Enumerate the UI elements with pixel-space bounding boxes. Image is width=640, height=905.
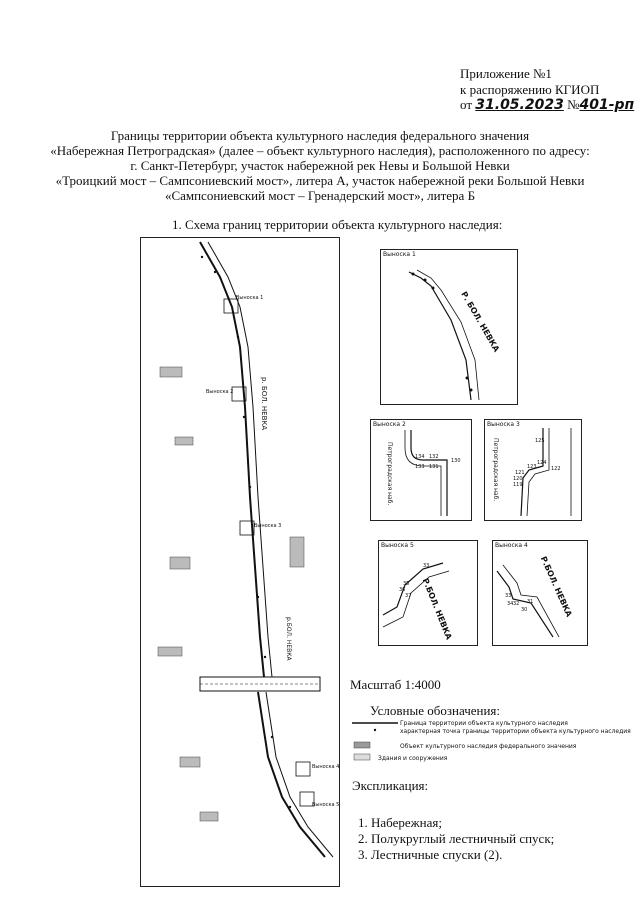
callout-2-pt-130: 130 — [451, 458, 461, 464]
callout-2-street: Петроградская наб. — [386, 442, 393, 506]
callout-1-drawing — [381, 250, 517, 404]
main-map-river-label-2: р.БОЛ. НЕВКА — [285, 617, 292, 661]
callout-2-pt-133: 133 — [415, 464, 425, 470]
callout-5-river: Р.БОЛ. НЕВКА — [420, 577, 454, 641]
callout-4-pt-31: 31 — [527, 599, 534, 605]
callout-5-pt-37: 37 — [405, 593, 412, 599]
main-map — [140, 237, 340, 887]
explication-title: Экспликация: — [352, 778, 429, 793]
legend-item-heritage-object: Объект культурного наследия федерального значения — [400, 743, 577, 750]
title-line-4: «Троицкий мост – Сампсониевский мост», литера А, участок набережной реки Большой Невки — [55, 173, 585, 188]
main-map-river-label: р. БОЛ. НЕВКА — [260, 377, 268, 431]
number-prefix: № — [567, 97, 580, 112]
callout-5-title: Выноска 5 — [381, 542, 414, 549]
map-callout-label-4: Выноска 4 — [312, 764, 340, 770]
callout-4-title: Выноска 4 — [495, 542, 528, 549]
map-callout-label-5: Выноска 5 — [312, 802, 340, 808]
legend-item-boundary: Граница территории объекта культурного наследия — [400, 720, 568, 727]
explication-item-1: 1. Набережная; — [358, 815, 442, 830]
callout-4-pt-30: 30 — [521, 607, 528, 613]
callout-2-title: Выноска 2 — [373, 421, 406, 428]
main-map-drawing — [140, 237, 340, 887]
order-number: 401-рп — [579, 97, 635, 113]
callout-5-pt-35: 35 — [403, 581, 410, 587]
callout-3 — [484, 419, 582, 521]
legend-item-buildings: Здания и сооружения — [378, 755, 448, 762]
callout-3-street: Петроградская наб. — [492, 438, 499, 502]
callout-5-pt-36: 36 — [399, 587, 406, 593]
title-line-1: Границы территории объекта культурного наследия федерального значения — [110, 128, 530, 143]
callout-3-pt-123: 123 — [527, 464, 537, 470]
map-callout-label-2: Выноска 2 — [206, 389, 234, 395]
callout-4-pt-34: 34 — [507, 601, 514, 607]
map-scale: Масштаб 1:4000 — [350, 677, 441, 692]
callout-2-pt-132: 132 — [429, 454, 439, 460]
callout-3-pt-124: 124 — [537, 460, 547, 466]
callout-5-pt-33: 33 — [423, 563, 430, 569]
callout-2 — [370, 419, 472, 521]
title-line-5: «Сампсониевский мост – Гренадерский мост», литера Б — [164, 188, 476, 203]
callout-4-pt-32: 32 — [513, 601, 520, 607]
callout-3-pt-122: 122 — [551, 466, 561, 472]
callout-1-river: Р. БОЛ. НЕВКА — [459, 290, 502, 354]
callout-3-pt-121: 121 — [515, 470, 525, 476]
legend-title: Условные обозначения: — [370, 703, 501, 718]
map-callout-label-1: Выноска 1 — [236, 295, 264, 301]
explication-item-2: 2. Полукруглый лестничный спуск; — [358, 831, 555, 846]
legend-item-point: характерная точка границы территории объекта культурного наследия — [400, 728, 631, 735]
order-date: 31.05.2023 — [475, 97, 564, 113]
section-title: 1. Схема границ территории объекта культурного наследия: — [172, 217, 503, 232]
callout-1 — [380, 249, 518, 405]
callout-2-pt-134: 134 — [415, 454, 425, 460]
callout-3-pt-125: 125 — [535, 438, 545, 444]
callout-4-river: Р.БОЛ. НЕВКА — [538, 555, 574, 619]
callout-1-title: Выноска 1 — [383, 251, 416, 258]
title-line-2: «Набережная Петроградская» (далее – объект культурного наследия), расположенного по адресу: — [50, 143, 590, 158]
order-label: к распоряжению КГИОП — [460, 82, 600, 97]
order-date-line — [460, 97, 634, 113]
callout-3-title: Выноска 3 — [487, 421, 520, 428]
callout-3-pt-120: 120 — [513, 476, 523, 482]
callout-2-pt-131: 131 — [429, 464, 439, 470]
callout-3-drawing — [485, 420, 581, 520]
callout-3-pt-119: 119 — [513, 482, 523, 488]
title-line-3: г. Санкт-Петербург, участок набережной рек Невы и Большой Невки — [130, 158, 510, 173]
callout-5 — [378, 540, 478, 646]
callout-4 — [492, 540, 588, 646]
explication-item-3: 3. Лестничные спуски (2). — [358, 847, 503, 862]
map-callout-label-3: Выноска 3 — [254, 523, 282, 529]
date-prefix: от — [460, 97, 473, 112]
appendix-label: Приложение №1 — [460, 66, 552, 81]
callout-4-pt-33: 33 — [505, 593, 512, 599]
